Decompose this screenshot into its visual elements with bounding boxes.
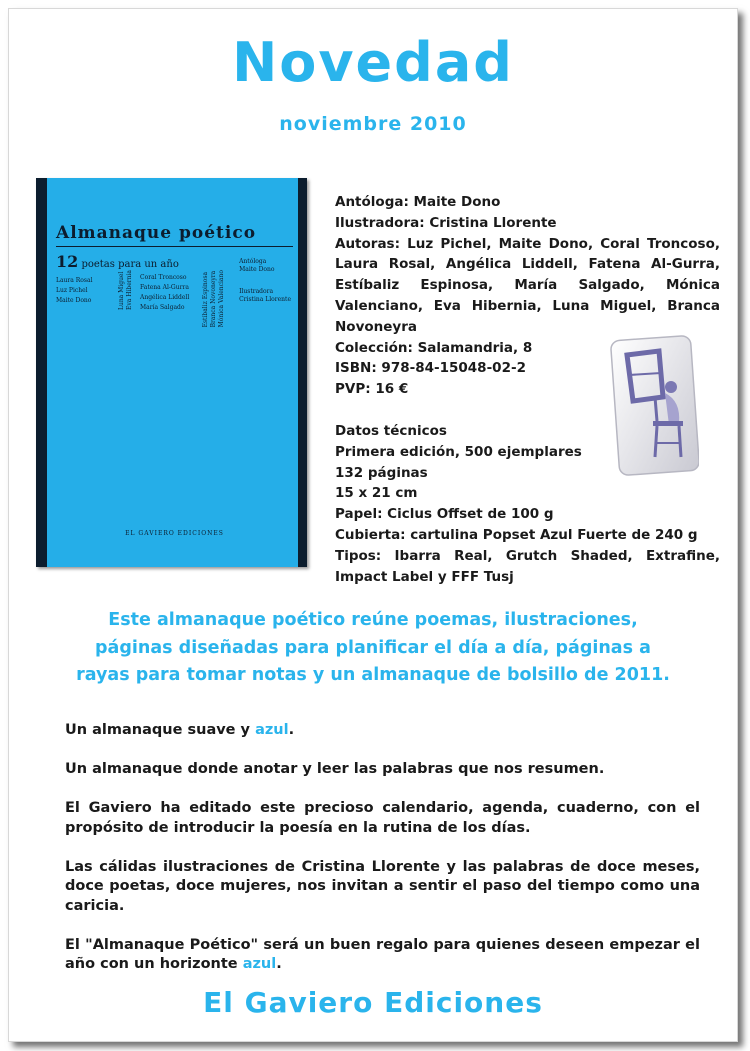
tech-heading: Datos técnicos: [335, 422, 447, 439]
book-cover-credit-role: Antóloga: [239, 258, 267, 265]
detail-pvp: PVP: 16 €: [335, 381, 409, 398]
book-cover-name: Coral Troncoso: [140, 274, 187, 281]
intro-text: [69, 607, 677, 690]
detail-papel: Papel: Ciclus Offset de 100 g: [335, 506, 554, 523]
paragraph-4: Las cálidas ilustraciones de Cristina Llorente y las palabras de doce meses, doce poetas, doce mujeres, nos invitan a sentir el paso del tiempo como una caricia.: [65, 858, 700, 914]
book-cover-subtitle: [56, 252, 179, 271]
detail-antologa: Antóloga: Maite Dono: [335, 194, 501, 210]
page-title: Novedad: [232, 31, 514, 94]
paragraph-text: El "Almanaque Poético" será un buen regalo para quienes deseen empezar el año con un horizonte: [65, 936, 700, 972]
book-cover-name: Luna Miguel: [118, 271, 125, 311]
intro-line: páginas diseñadas para planificar el día a día, páginas a: [95, 637, 651, 658]
description-body: [65, 721, 700, 994]
book-cover-name: Angélica Liddell: [140, 294, 190, 301]
book-cover-names-col2: [118, 270, 134, 310]
book-cover: [36, 178, 307, 567]
paragraph-2: Un almanaque donde anotar y leer las palabras que nos resumen.: [65, 761, 605, 777]
book-cover-name: Branca Novoneyra: [210, 270, 217, 328]
detail-coleccion: Colección: Salamandria, 8: [335, 339, 533, 356]
book-cover-credit-name: Maite Dono: [239, 266, 275, 273]
publication-date: noviembre 2010: [279, 113, 467, 135]
book-spine: [36, 178, 47, 567]
detail-edicion: Primera edición, 500 ejemplares: [335, 443, 582, 460]
paragraph-text: Un almanaque suave y: [65, 722, 256, 738]
book-cover-names-col3: [140, 273, 189, 313]
book-cover-name: Maite Dono: [56, 297, 92, 304]
detail-autoras: Autoras: Luz Pichel, Maite Dono, Coral Troncoso, Laura Rosal, Angélica Liddell, Fatena Al-Gurra, Estíbaliz Espinosa, María Salgado, Mónica Valenciano, Eva Hibernia, Luna Miguel, Branca Novoneyra: [335, 235, 720, 335]
paragraph-3: El Gaviero ha editado este precioso calendario, agenda, cuaderno, con el propósito de introducir la poesía en la rutina de los días.: [65, 800, 700, 836]
highlight-word: azul: [242, 956, 277, 972]
paragraph-5: [65, 936, 700, 975]
book-cover-title: Almanaque poético: [56, 223, 293, 247]
book-cover-name: Fatena Al-Gurra: [140, 284, 189, 291]
book-cover-name: Eva Hibernia: [126, 270, 133, 311]
book-cover-name: María Salgado: [140, 304, 185, 311]
paragraph-text: .: [276, 956, 282, 972]
book-cover-names-col4: [202, 270, 226, 327]
book-cover-names-col1: [56, 276, 92, 306]
intro-line: rayas para tomar notas y un almanaque de bolsillo de 2011.: [76, 665, 670, 685]
book-cover-publisher: EL GAVIERO EDICIONES: [125, 530, 224, 537]
book-cover-name: Laura Rosal: [56, 277, 93, 284]
book-cover-name: Mónica Valenciano: [218, 270, 225, 328]
detail-tamano: 15 x 21 cm: [335, 485, 418, 502]
book-elastic-band: [298, 178, 307, 567]
book-cover-credit-name: Cristina Llorente: [239, 296, 291, 303]
book-cover-credit-role: Ilustradora: [239, 288, 274, 295]
detail-paginas: 132 páginas: [335, 464, 428, 481]
highlight-word: azul: [255, 722, 289, 738]
intro-line: Este almanaque poético reúne poemas, ilustraciones,: [108, 610, 638, 630]
collection-logo-icon: [609, 335, 699, 477]
paragraph-1: [65, 721, 700, 741]
detail-isbn: ISBN: 978-84-15048-02-2: [335, 360, 526, 377]
book-cover-subtitle-text: poetas para un año: [81, 259, 179, 270]
footer-publisher: El Gaviero Ediciones: [203, 986, 543, 1019]
flyer-page: [8, 8, 738, 1042]
book-cover-number: 12: [56, 252, 79, 271]
book-cover-name: Estibaliz Espinosa: [202, 271, 209, 328]
paragraph-text: .: [288, 722, 295, 738]
book-cover-name: Luz Pichel: [56, 287, 88, 294]
book-cover-credits: [239, 258, 291, 304]
detail-cubierta: Cubierta: cartulina Popset Azul Fuerte de 240 g: [335, 526, 698, 543]
detail-ilustradora: Ilustradora: Cristina Llorente: [335, 214, 557, 231]
detail-tipos: Tipos: Ibarra Real, Grutch Shaded, Extrafine, Impact Label y FFF Tusj: [335, 547, 720, 585]
